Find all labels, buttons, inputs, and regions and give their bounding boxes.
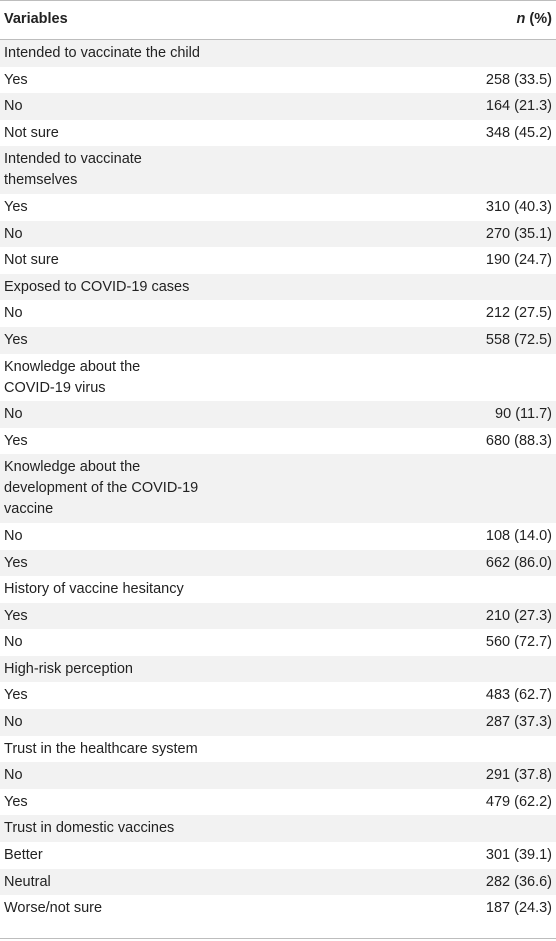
row-label (0, 250, 59, 271)
row-label-line: No (4, 634, 23, 651)
header-n-percent (517, 11, 552, 27)
row-label (0, 457, 198, 520)
row-value: 310 (40.3) (485, 198, 552, 215)
table-row (0, 401, 556, 428)
table-bottom-rule (0, 938, 556, 939)
row-label-line: Neutral (4, 873, 51, 890)
row-label-line: Yes (4, 607, 28, 624)
row-label (0, 579, 184, 600)
row-value: 108 (14.0) (485, 527, 552, 544)
row-label-line: No (4, 406, 23, 423)
row-label-line: Not sure (4, 252, 59, 269)
row-label (0, 123, 59, 144)
row-label (0, 739, 198, 760)
row-label (0, 845, 43, 866)
table-group-row (0, 40, 556, 67)
row-label-line: Yes (4, 432, 28, 449)
row-label-line: Knowledge about the (4, 358, 141, 375)
row-value: 164 (21.3) (485, 98, 552, 115)
row-value: 270 (35.1) (485, 225, 552, 242)
table-row (0, 789, 556, 816)
table-row (0, 247, 556, 274)
row-label-line: Exposed to COVID-19 cases (4, 278, 190, 295)
row-label (0, 404, 23, 425)
row-label (0, 277, 189, 298)
row-label (0, 357, 140, 399)
row-value: 90 (11.7) (495, 406, 552, 423)
table-row (0, 629, 556, 656)
row-label-line: Better (4, 847, 43, 864)
table-row (0, 895, 556, 922)
table-row (0, 550, 556, 577)
row-value: 187 (24.3) (485, 900, 552, 917)
row-label (0, 632, 23, 653)
table-group-row (0, 146, 556, 194)
row-value: 558 (72.5) (485, 331, 552, 348)
row-value: 190 (24.7) (485, 252, 552, 269)
row-label (0, 792, 28, 813)
row-label-line: Trust in the healthcare system (4, 740, 198, 757)
row-label (0, 898, 102, 919)
row-label-line: Intended to vaccinate the child (4, 45, 200, 61)
row-label-line: Trust in domestic vaccines (4, 820, 175, 837)
row-label (0, 818, 174, 839)
row-value: 291 (37.8) (485, 767, 552, 784)
row-label (0, 330, 28, 351)
row-value: 258 (33.5) (485, 71, 552, 88)
header-n-symbol: n (516, 11, 526, 27)
row-label-line: High-risk perception (4, 660, 133, 677)
row-label (0, 712, 23, 733)
row-label (0, 431, 28, 452)
table-row (0, 300, 556, 327)
table-row (0, 327, 556, 354)
table-row (0, 709, 556, 736)
table-row (0, 67, 556, 94)
row-label-line: Yes (4, 793, 28, 810)
table-body (0, 40, 556, 922)
row-label-line: Yes (4, 687, 28, 704)
table-row (0, 93, 556, 120)
row-value: 483 (62.7) (485, 687, 552, 704)
table-row (0, 120, 556, 147)
row-label-line: Worse/not sure (4, 900, 103, 917)
table-group-row (0, 274, 556, 301)
row-label-line: No (4, 305, 23, 322)
row-label (0, 70, 28, 91)
row-label-line: Yes (4, 198, 28, 215)
table-row (0, 523, 556, 550)
row-label-line: COVID-19 virus (4, 379, 106, 396)
table-group-row (0, 656, 556, 683)
row-label-line: Yes (4, 554, 28, 571)
row-label-line: development of the COVID-19 (4, 480, 199, 497)
table-header-row (0, 0, 556, 39)
row-value: 210 (27.3) (485, 607, 552, 624)
row-label-line: No (4, 714, 23, 731)
row-label (0, 43, 200, 64)
row-label (0, 765, 23, 786)
table-group-row (0, 576, 556, 603)
row-value: 282 (36.6) (485, 873, 552, 890)
row-label-line: Not sure (4, 124, 59, 141)
row-label (0, 149, 142, 191)
row-value: 287 (37.3) (485, 714, 552, 731)
row-value: 680 (88.3) (485, 432, 552, 449)
table-row (0, 221, 556, 248)
row-value: 560 (72.7) (485, 634, 552, 651)
row-label (0, 606, 28, 627)
row-label-line: No (4, 98, 23, 115)
row-label (0, 96, 23, 117)
row-label-line: Yes (4, 71, 28, 88)
table-row (0, 682, 556, 709)
table-group-row (0, 815, 556, 842)
table-group-row (0, 736, 556, 763)
row-label-line: No (4, 527, 23, 544)
row-value: 662 (86.0) (485, 554, 552, 571)
table-row (0, 603, 556, 630)
table-row (0, 194, 556, 221)
row-label-line: themselves (4, 172, 78, 189)
row-label (0, 224, 23, 245)
row-value: 212 (27.5) (485, 305, 552, 322)
row-label (0, 197, 28, 218)
row-label (0, 553, 28, 574)
row-label-line: History of vaccine hesitancy (4, 581, 184, 598)
table-group-row (0, 354, 556, 402)
row-label (0, 659, 133, 680)
row-label-line: Intended to vaccinate (4, 151, 142, 168)
row-label (0, 685, 28, 706)
row-value: 479 (62.2) (485, 793, 552, 810)
row-label-line: vaccine (4, 501, 54, 518)
table-row (0, 842, 556, 869)
header-percent-suffix: (%) (525, 11, 552, 27)
header-variables: Variables (4, 11, 68, 27)
table-row (0, 428, 556, 455)
row-label-line: Yes (4, 331, 28, 348)
row-value: 301 (39.1) (485, 847, 552, 864)
table-row (0, 762, 556, 789)
row-label-line: Knowledge about the (4, 459, 141, 476)
row-label (0, 303, 23, 324)
row-label-line: No (4, 767, 23, 784)
row-label-line: No (4, 225, 23, 242)
table-row (0, 869, 556, 896)
row-value: 348 (45.2) (485, 124, 552, 141)
table-group-row (0, 454, 556, 523)
row-label (0, 526, 23, 547)
row-label (0, 872, 51, 893)
